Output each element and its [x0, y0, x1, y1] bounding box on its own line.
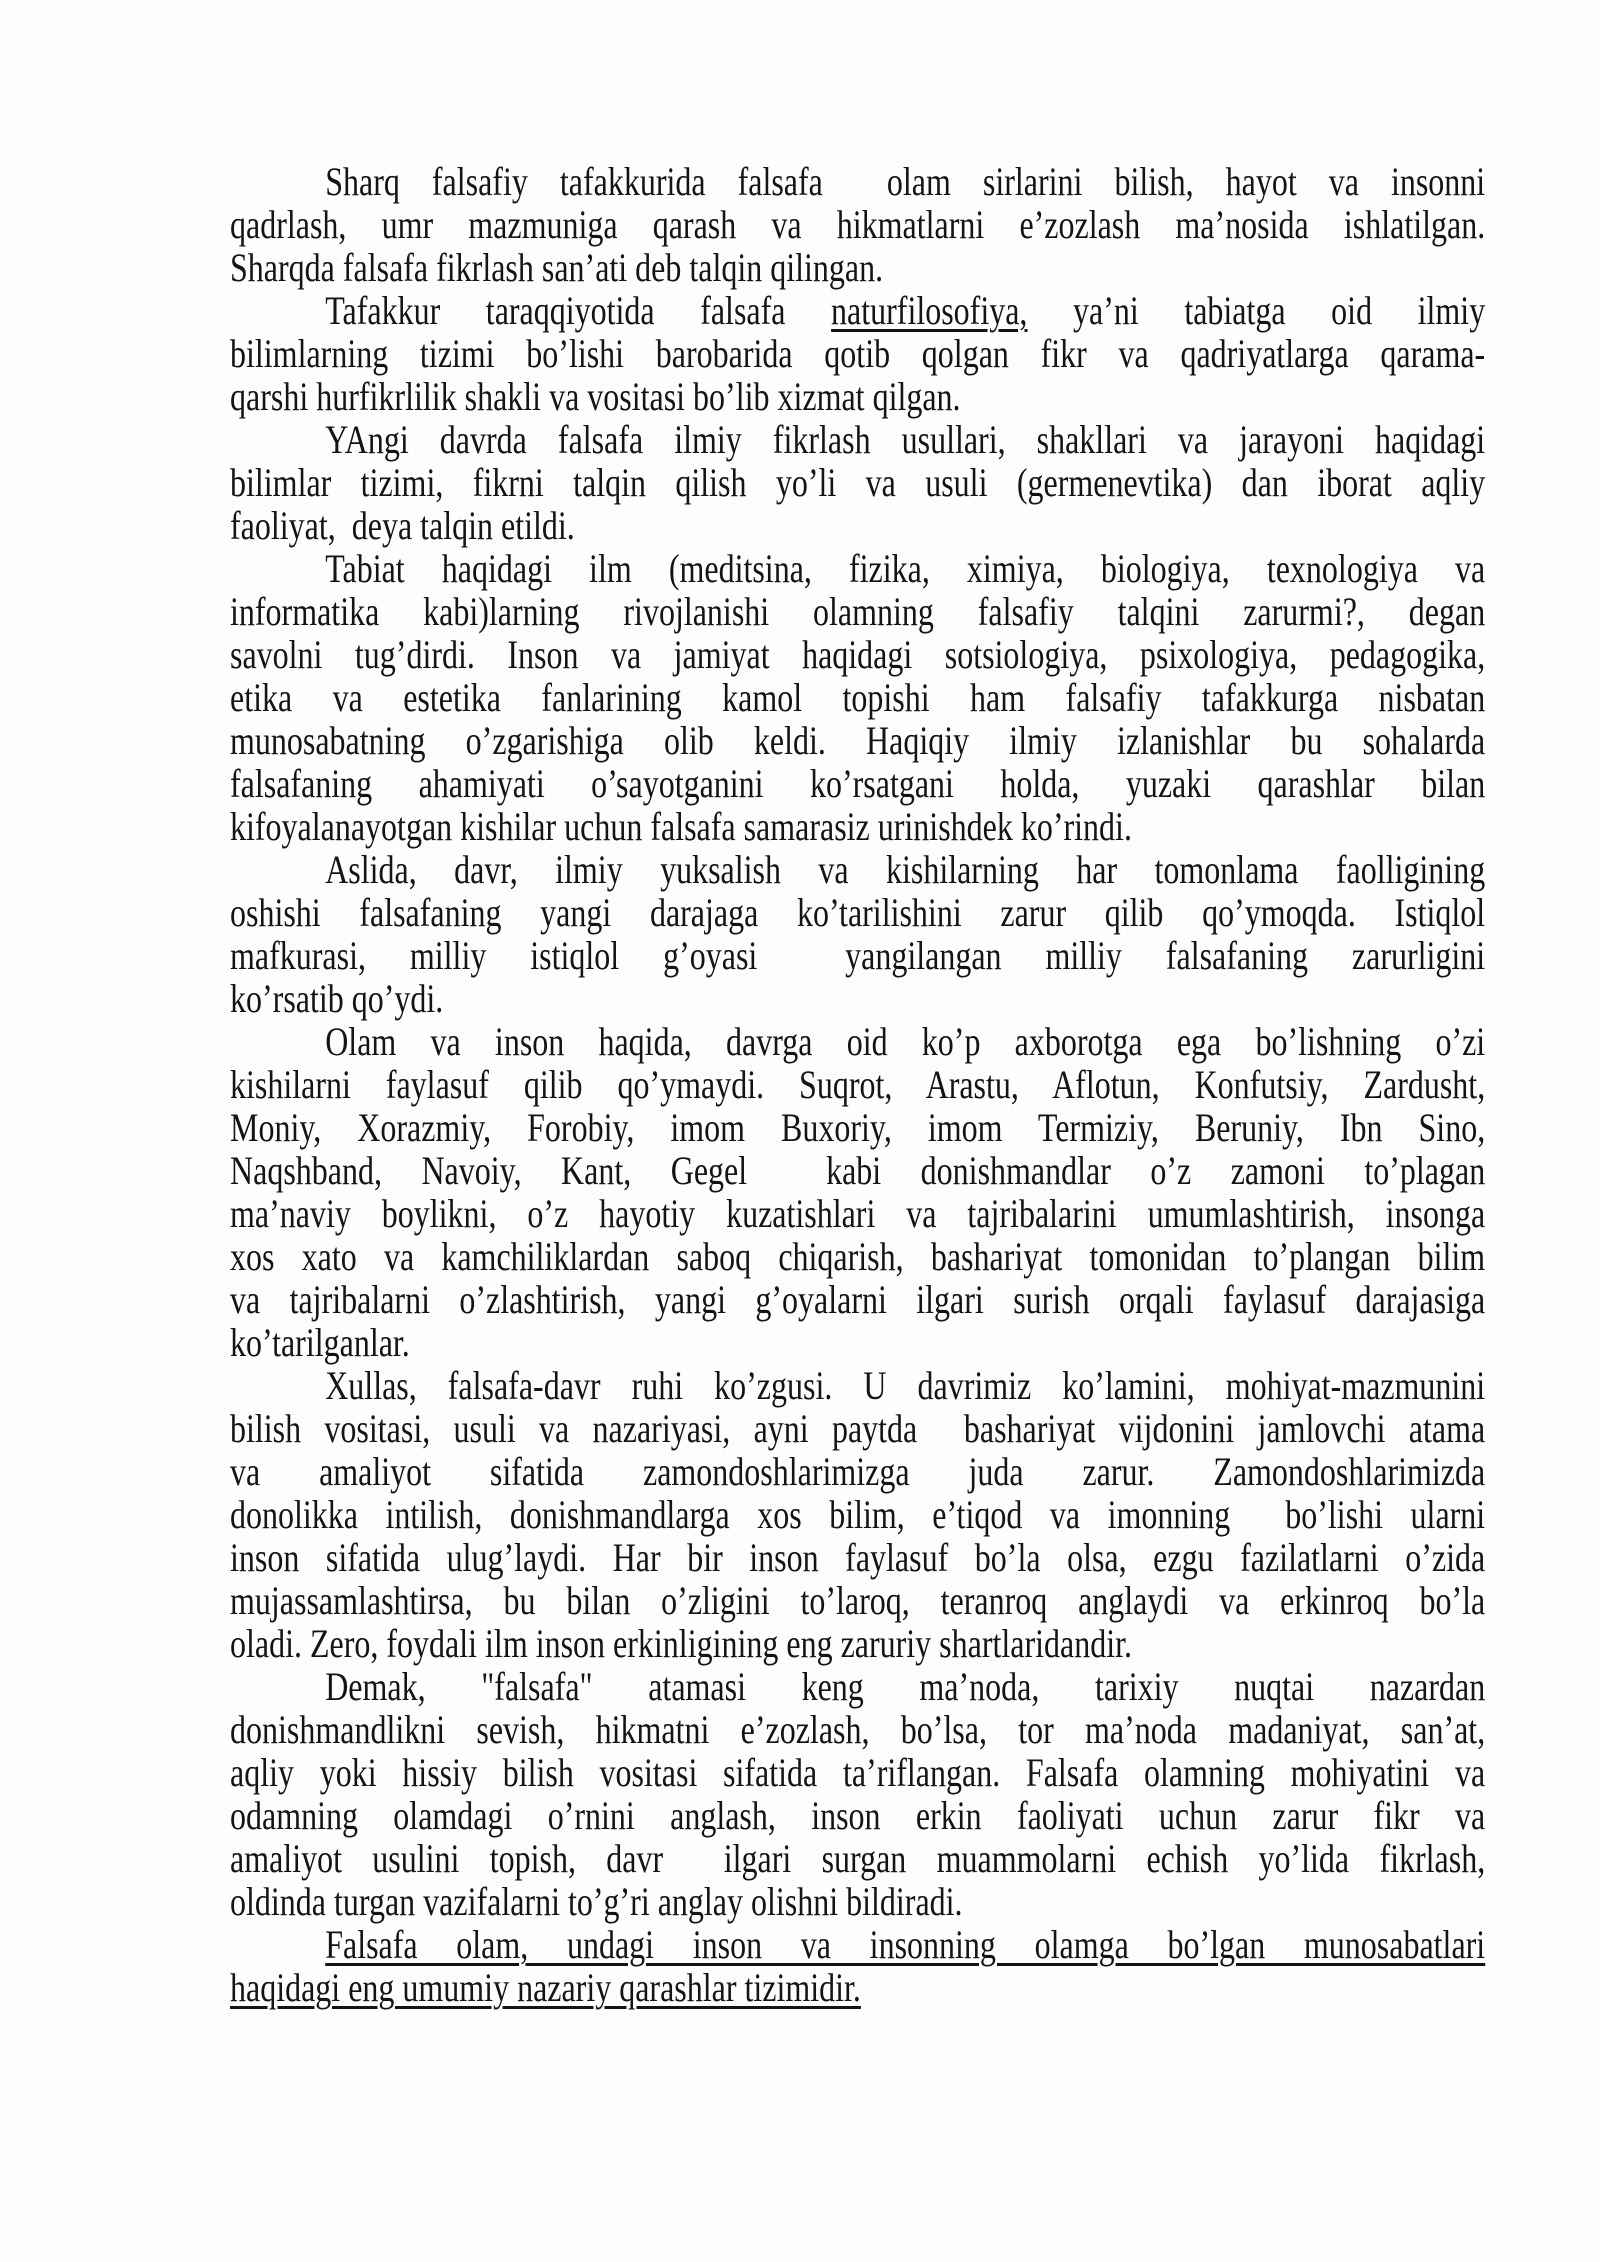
text-segment: ko’rsatib qo’ydi. — [230, 976, 444, 1021]
text-segment: qadrlash, umr mazmuniga qarash va hikmatlarni e’zozlash ma’nosida ishlatilgan. — [230, 202, 1486, 247]
text-segment: YAngi davrda falsafa ilmiy fikrlash usullari, shakllari va jarayoni haqidagi — [325, 417, 1486, 462]
text-line — [230, 1536, 1485, 1579]
text-segment: mujassamlashtirsa, bu bilan o’zligini to’laroq, teranroq anglaydi va erkinroq bo’la — [230, 1578, 1486, 1623]
text-segment: bilimlarning tizimi bo’lishi barobarida qotib qolgan fikr va qadriyatlarga qarama- — [230, 331, 1486, 376]
text-line — [230, 1364, 1485, 1407]
text-segment: bilimlar tizimi, fikrni talqin qilish yo’li va usuli (germenevtika) dan iborat aqliy — [230, 460, 1486, 505]
text-segment: oladi. Zero, foydali ilm inson erkinligining eng zaruriy shartlaridandir. — [230, 1621, 1132, 1666]
text-line — [230, 1149, 1485, 1192]
text-line — [230, 1880, 1485, 1923]
text-segment: munosabatning o’zgarishiga olib keldi. Haqiqiy ilmiy izlanishlar bu sohalarda — [230, 718, 1486, 763]
text-segment: savolni tug’dirdi. Inson va jamiyat haqidagi sotsiologiya, psixologiya, pedagogika, — [230, 632, 1486, 677]
text-segment: va amaliyot sifatida zamondoshlarimizga juda zarur. Zamondoshlarimizda — [230, 1449, 1486, 1494]
paragraph — [230, 160, 1485, 289]
underlined-text: Falsafa olam, undagi inson va insonning olamga bo’lgan munosabatlari — [325, 1922, 1486, 1967]
text-line — [230, 1923, 1485, 1966]
text-line — [230, 1837, 1485, 1880]
text-line — [230, 1794, 1485, 1837]
text-line — [230, 1450, 1485, 1493]
text-line — [230, 1106, 1485, 1149]
text-line — [230, 1493, 1485, 1536]
text-segment: inson sifatida ulug’laydi. Har bir inson faylasuf bo’la olsa, ezgu fazilatlarni o’zida — [230, 1535, 1486, 1580]
text-segment: ma’naviy boylikni, o’z hayotiy kuzatishlari va tajribalarini umumlashtirish, insonga — [230, 1191, 1486, 1236]
underlined-text: naturfilosofiya, — [831, 288, 1028, 333]
text-segment: kifoyalanayotgan kishilar uchun falsafa samarasiz urinishdek ko’rindi. — [230, 804, 1132, 849]
paragraph — [230, 418, 1485, 547]
text-line — [230, 1579, 1485, 1622]
text-segment: informatika kabi)larning rivojlanishi olamning falsafiy talqini zarurmi?, degan — [230, 589, 1486, 634]
text-line — [230, 848, 1485, 891]
text-segment: Moniy, Xorazmiy, Forobiy, imom Buxoriy, imom Termiziy, Beruniy, Ibn Sino, — [230, 1105, 1486, 1150]
text-segment: va tajribalarni o’zlashtirish, yangi g’oyalarni ilgari surish orqali faylasuf darajasiga — [230, 1277, 1486, 1322]
paragraph — [230, 1923, 1485, 2009]
text-line — [230, 289, 1485, 332]
text-line — [230, 977, 1485, 1020]
text-segment: Demak, "falsafa" atamasi keng ma’noda, tarixiy nuqtai nazardan — [325, 1664, 1486, 1709]
text-line — [230, 1235, 1485, 1278]
text-line — [230, 375, 1485, 418]
text-line — [230, 1622, 1485, 1665]
text-segment: etika va estetika fanlarining kamol topishi ham falsafiy tafakkurga nisbatan — [230, 675, 1486, 720]
text-segment: bilish vositasi, usuli va nazariyasi, ayni paytda bashariyat vijdonini jamlovchi atama — [230, 1406, 1486, 1451]
text-segment: aqliy yoki hissiy bilish vositasi sifatida ta’riflangan. Falsafa olamning mohiyatini va — [230, 1750, 1486, 1795]
paragraph — [230, 848, 1485, 1020]
text-segment: xos xato va kamchiliklardan saboq chiqarish, bashariyat tomonidan to’plangan bilim — [230, 1234, 1486, 1279]
text-line — [230, 547, 1485, 590]
text-segment: Sharqda falsafa fikrlash san’ati deb talqin qilingan. — [230, 245, 884, 290]
text-segment: Xullas, falsafa-davr ruhi ko’zgusi. U davrimiz ko’lamini, mohiyat-mazmunini — [325, 1363, 1486, 1408]
text-line — [230, 332, 1485, 375]
text-segment: kishilarni faylasuf qilib qo’ymaydi. Suqrot, Arastu, Aflotun, Konfutsiy, Zardusht, — [230, 1062, 1486, 1107]
paragraph — [230, 1665, 1485, 1923]
paragraph — [230, 547, 1485, 848]
text-segment: oldinda turgan vazifalarni to’g’ri anglay olishni bildiradi. — [230, 1879, 963, 1924]
paragraph — [230, 289, 1485, 418]
text-segment: Olam va inson haqida, davrga oid ko’p axborotga ega bo’lishning o’zi — [325, 1019, 1486, 1064]
text-line — [230, 1278, 1485, 1321]
text-line — [230, 1665, 1485, 1708]
text-line — [230, 418, 1485, 461]
text-line — [230, 633, 1485, 676]
text-line — [230, 590, 1485, 633]
text-segment: donishmandlikni sevish, hikmatni e’zozlash, bo’lsa, tor ma’noda madaniyat, san’at, — [230, 1707, 1486, 1752]
text-line — [230, 1020, 1485, 1063]
text-line — [230, 762, 1485, 805]
text-line — [230, 1708, 1485, 1751]
text-segment: qarshi hurfikrlilik shakli va vositasi bo’lib xizmat qilgan. — [230, 374, 961, 419]
text-segment: Tabiat haqidagi ilm (meditsina, fizika, ximiya, biologiya, texnologiya va — [325, 546, 1486, 591]
text-segment: amaliyot usulini topish, davr ilgari surgan muammolarni echish yo’lida fikrlash, — [230, 1836, 1486, 1881]
text-segment: mafkurasi, milliy istiqlol g’oyasi yangilangan milliy falsafaning zarurligini — [230, 933, 1486, 978]
text-line — [230, 805, 1485, 848]
text-line — [230, 246, 1485, 289]
text-line — [230, 461, 1485, 504]
text-line — [230, 1321, 1485, 1364]
text-block — [230, 160, 1485, 2009]
paragraph — [230, 1020, 1485, 1364]
text-segment: Sharq falsafiy tafakkurida falsafa olam sirlarini bilish, hayot va insonni — [325, 159, 1486, 204]
text-line — [230, 1966, 1485, 2009]
text-line — [230, 1192, 1485, 1235]
text-line — [230, 719, 1485, 762]
text-segment: Aslida, davr, ilmiy yuksalish va kishilarning har tomonlama faolligining — [325, 847, 1486, 892]
underlined-text: haqidagi eng umumiy nazariy qarashlar tizimidir. — [230, 1965, 861, 2010]
paragraph — [230, 1364, 1485, 1665]
text-line — [230, 934, 1485, 977]
text-line — [230, 203, 1485, 246]
text-segment: ko’tarilganlar. — [230, 1320, 410, 1365]
text-segment: Naqshband, Navoiy, Kant, Gegel kabi donishmandlar o’z zamoni to’plagan — [230, 1148, 1486, 1193]
text-line — [230, 504, 1485, 547]
text-segment: donolikka intilish, donishmandlarga xos bilim, e’tiqod va imonning bo’lishi ularni — [230, 1492, 1486, 1537]
text-line — [230, 891, 1485, 934]
text-line — [230, 1751, 1485, 1794]
text-segment: Tafakkur taraqqiyotida falsafa — [325, 288, 832, 333]
text-segment: ya’ni tabiatga oid ilmiy — [1027, 288, 1486, 333]
text-segment: oshishi falsafaning yangi darajaga ko’tarilishini zarur qilib qo’ymoqda. Istiqlol — [230, 890, 1486, 935]
text-segment: falsafaning ahamiyati o’sayotganini ko’rsatgani holda, yuzaki qarashlar bilan — [230, 761, 1486, 806]
text-segment: odamning olamdagi o’rnini anglash, inson erkin faoliyati uchun zarur fikr va — [230, 1793, 1486, 1838]
text-line — [230, 676, 1485, 719]
text-line — [230, 160, 1485, 203]
text-segment: faoliyat, deya talqin etildi. — [230, 503, 575, 548]
text-line — [230, 1407, 1485, 1450]
text-line — [230, 1063, 1485, 1106]
